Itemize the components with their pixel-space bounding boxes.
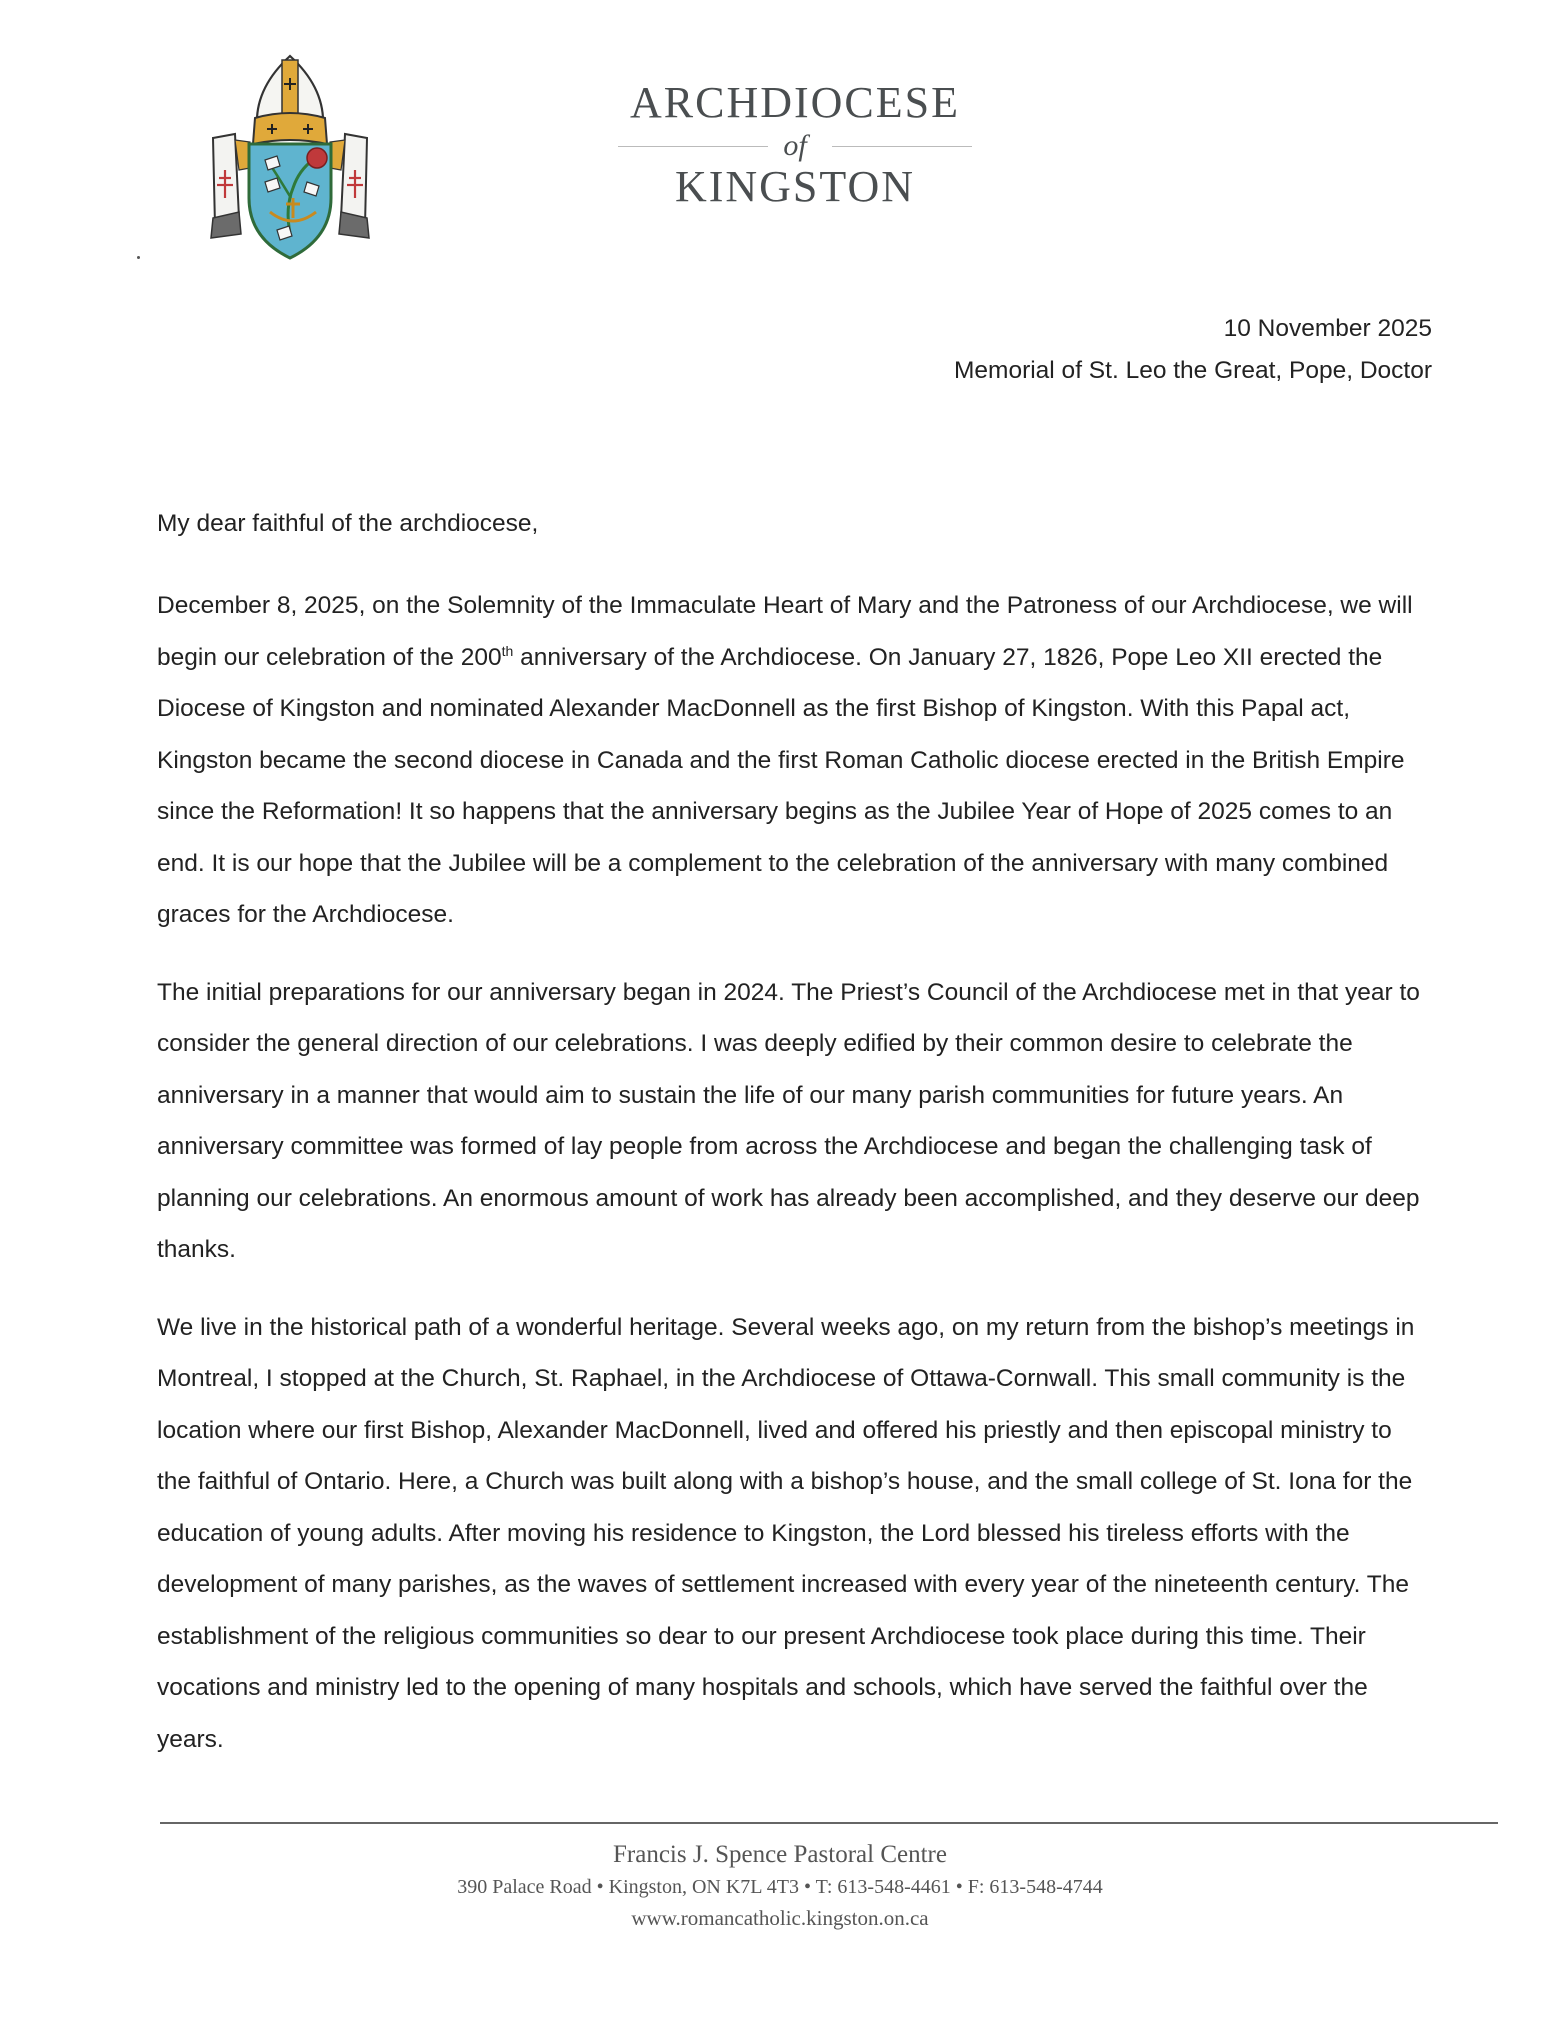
archdiocese-crest-icon — [195, 48, 385, 263]
dateline — [954, 308, 1432, 392]
org-connector-row — [610, 128, 980, 164]
paragraph-1 — [157, 580, 1432, 941]
website-link[interactable]: www.romancatholic.kingston.on.ca — [631, 1906, 929, 1930]
liturgical-memorial: Memorial of St. Leo the Great, Pope, Doctor — [954, 357, 1432, 384]
pastoral-centre-name: Francis J. Spence Pastoral Centre — [613, 1841, 947, 1868]
contact-address: 390 Palace Road • Kingston, ON K7L 4T3 • T: 613-548-4461 • F: 613-548-4744 — [457, 1876, 1103, 1898]
paragraph-1-text-a: December 8, 2025, on the Solemnity of the Immaculate Heart of Mary and the Patroness of our Archdiocese, we will begin our celebration of the 200 — [157, 592, 1413, 671]
letterhead-masthead — [610, 78, 980, 210]
masthead-rule-left — [618, 146, 768, 147]
paragraph-1-text-b: anniversary of the Archdiocese. On January 27, 1826, Pope Leo XII erected the Diocese of Kingston and nominated Alexander MacDonnell as the first Bishop of Kingston. With this Papal act, Kingston became the second diocese in Canada and the first Roman Catholic diocese erected in the British Empire since the Reformation! It so happens that the anniversary begins as the Jubilee Year of Hope of 2025 comes to an end. It is our hope that the Jubilee will be a complement to the celebration of the anniversary with many combined graces for the Archdiocese. — [157, 643, 1405, 928]
letter-date: 10 November 2025 — [1223, 315, 1432, 342]
org-name-line1: ARCHDIOCESE — [629, 78, 961, 127]
footer-divider — [160, 1822, 1498, 1824]
paragraph-3: We live in the historical path of a wonderful heritage. Several weeks ago, on my return from the bishop’s meetings in Montreal, I stopped at the Church, St. Raphael, in the Archdiocese of Ottawa-Cornwall. This small community is the location where our first Bishop, Alexander MacDonnell, lived and offered his priestly and then episcopal ministry to the faithful of Ontario. Here, a Church was built along with a bishop’s house, and the small college of St. Iona for the education of young adults. After moving his residence to Kingston, the Lord blessed his tireless efforts with the development of many parishes, as the waves of settlement increased with every year of the nineteenth century. The establishment of the religious communities so dear to our present Archdiocese took place during this time. Their vocations and ministry led to the opening of many hospitals and schools, which have served the faithful over the years. — [157, 1313, 1415, 1753]
paragraph-2: The initial preparations for our anniversary began in 2024. The Priest’s Council of the Archdiocese met in that year to consider the general direction of our celebrations. I was deeply edified by their common desire to celebrate the anniversary in a manner that would aim to sustain the life of our many parish communities for future years. An anniversary committee was formed of lay people from across the Archdiocese and began the challenging task of planning our celebrations. An enormous amount of work has already been accomplished, and they deserve our deep thanks. — [157, 978, 1420, 1263]
scan-speck — [137, 256, 140, 259]
ordinal-suffix: th — [501, 642, 514, 659]
letter-body — [157, 580, 1432, 1791]
org-connector: of — [783, 129, 807, 162]
salutation: My dear faithful of the archdiocese, — [157, 510, 539, 537]
letterhead-footer — [0, 1838, 1560, 1934]
org-name-line2: KINGSTON — [674, 162, 916, 211]
masthead-rule-right — [832, 146, 972, 147]
